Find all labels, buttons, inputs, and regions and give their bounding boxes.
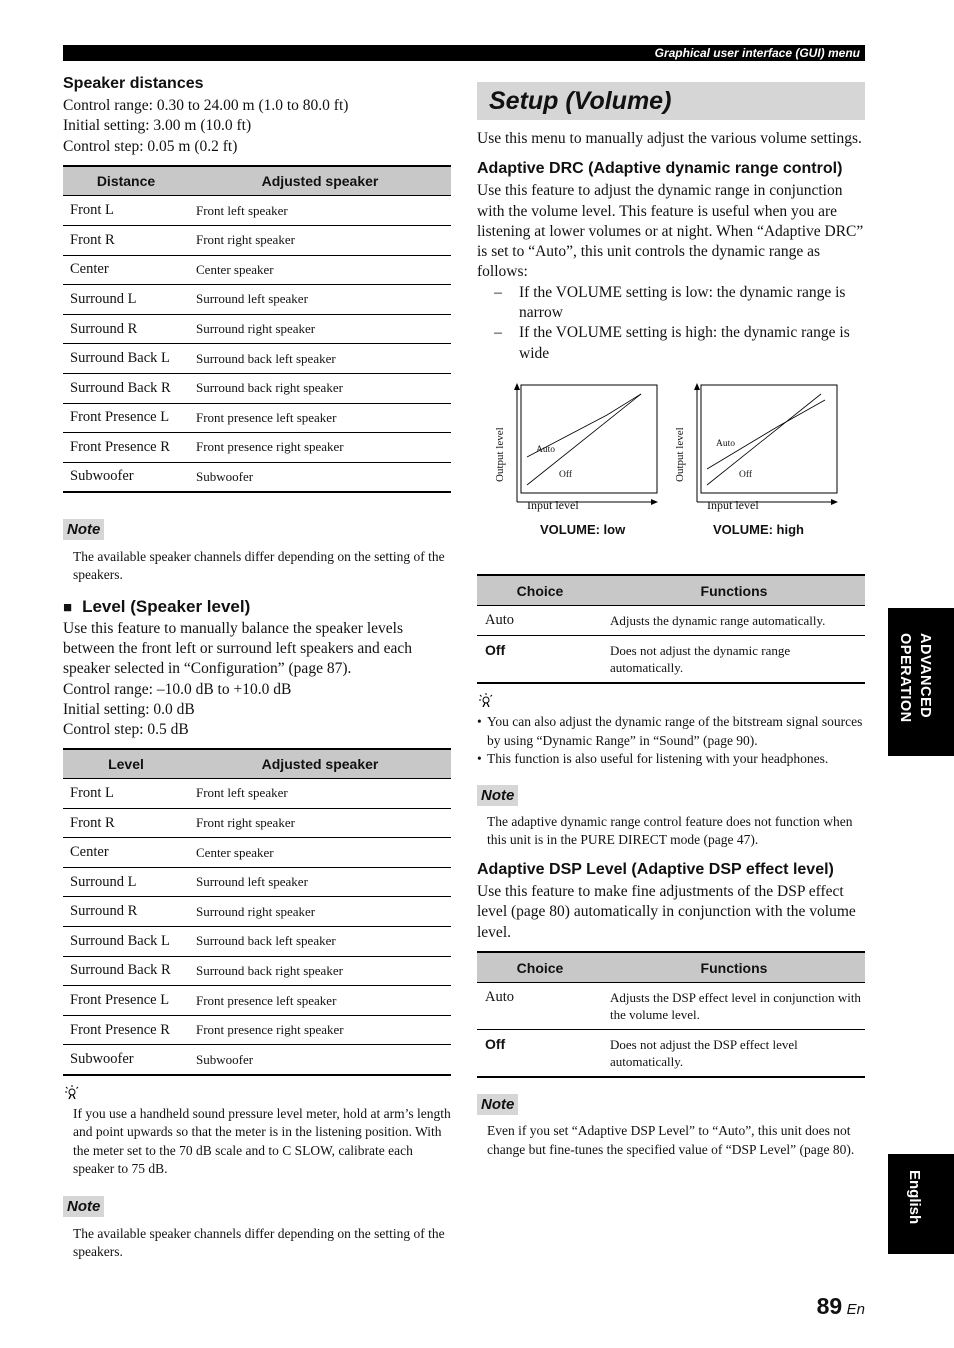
graph-volume-low [494, 382, 667, 537]
y-axis-label: Output level [494, 427, 506, 482]
page-number-value: 89 [816, 1293, 843, 1319]
dsp-choice-table [477, 951, 865, 1079]
side-tab-english [888, 1154, 954, 1254]
dsp-table-header-functions: Functions [603, 952, 865, 983]
table-cell: Adjusts the dynamic range automatically. [603, 606, 865, 636]
level-section [63, 597, 451, 1262]
table-cell: Front presence left speaker [189, 986, 451, 1016]
note-text: The available speaker channels differ depending on the setting of the speakers. [73, 1225, 445, 1260]
graph-volume-high [674, 382, 847, 537]
table-row [63, 1045, 451, 1075]
side-tab-label-line1: ADVANCED [917, 633, 933, 719]
table-cell: Front right speaker [189, 225, 451, 255]
note-label: Note [63, 1196, 104, 1217]
page-number [817, 1293, 865, 1320]
table-row [63, 927, 451, 957]
distance-table [63, 165, 451, 493]
table-cell: Surround Back R [63, 373, 189, 403]
table-cell: Surround R [63, 314, 189, 344]
section-title: Setup (Volume) [477, 82, 865, 120]
x-axis-label: Input level [527, 497, 579, 512]
table-cell: Adjusts the DSP effect level in conjunction with the volume level. [603, 983, 865, 1030]
level-table-header-2: Adjusted speaker [189, 749, 451, 779]
note-text: The adaptive dynamic range control feature does not function when this unit is in the PURE DIRECT mode (page 47). [487, 813, 853, 848]
list-item [477, 323, 865, 364]
level-step: Control step: 0.5 dB [63, 721, 189, 739]
table-cell: Center speaker [189, 838, 451, 868]
table-row [63, 314, 451, 344]
dot-bullet: • [477, 714, 482, 730]
left-column [63, 74, 451, 1262]
table-cell: Surround L [63, 285, 189, 315]
auto-line-label: Auto [716, 438, 735, 449]
dsp-paragraph: Use this feature to make fine adjustments of the DSP effect level (page 80) automatically in conjunction with the volume level. [477, 882, 856, 941]
drc-graphs [477, 382, 865, 562]
table-cell: Front right speaker [189, 808, 451, 838]
table-cell: Subwoofer [189, 1045, 451, 1075]
table-cell: Surround R [63, 897, 189, 927]
list-item [477, 750, 865, 769]
table-cell: Front Presence L [63, 986, 189, 1016]
table-row [63, 403, 451, 433]
level-paragraph: Use this feature to manually balance the speaker levels between the front left or surround left speakers and each speaker selected in “Configuration” (page 87). [63, 619, 413, 678]
drc-table-header-functions: Functions [603, 575, 865, 606]
table-row [477, 983, 865, 1030]
level-note [63, 1196, 451, 1262]
dash-bullet: – [494, 324, 502, 342]
bullet-text: If the VOLUME setting is low: the dynamic range is narrow [519, 283, 846, 322]
table-cell: Front presence right speaker [189, 433, 451, 463]
table-row [63, 196, 451, 226]
lightbulb-tip-icon [477, 692, 495, 708]
table-row [63, 867, 451, 897]
bullet-text: If the VOLUME setting is high: the dynamic range is wide [519, 324, 850, 362]
table-row [477, 636, 865, 684]
table-cell: Surround back right speaker [189, 373, 451, 403]
level-table [63, 748, 451, 1076]
tip-text: This function is also useful for listening with your headphones. [487, 751, 829, 767]
list-item [477, 283, 865, 324]
distances-initial: Initial setting: 3.00 m (10.0 ft) [63, 117, 252, 135]
graph-high-plot [677, 382, 847, 510]
volume-intro: Use this menu to manually adjust the various volume settings. [477, 130, 862, 147]
drc-note [477, 785, 865, 850]
table-cell: Front Presence R [63, 1015, 189, 1045]
table-cell: Auto [477, 606, 603, 636]
distance-table-header-1: Distance [63, 166, 189, 196]
side-tab-label-line2: OPERATION [897, 633, 913, 723]
table-row [63, 433, 451, 463]
table-cell: Does not adjust the DSP effect level automatically. [603, 1030, 865, 1078]
dash-bullet: – [494, 283, 502, 301]
table-cell: Surround left speaker [189, 285, 451, 315]
distances-note [63, 519, 451, 585]
right-column [477, 82, 865, 1159]
level-settings [63, 680, 451, 741]
table-row [63, 779, 451, 809]
note-text: Even if you set “Adaptive DSP Level” to “Auto”, this unit does not change but fine-tunes the specified value of “DSP Level” (page 80). [487, 1123, 855, 1157]
level-heading-text: Level (Speaker level) [82, 596, 251, 616]
header-title: Graphical user interface (GUI) menu [654, 46, 860, 60]
table-row [63, 897, 451, 927]
drc-paragraph: Use this feature to adjust the dynamic range in conjunction with the volume level. This feature is useful when you are listening at lower volumes or at night. When “Adaptive DRC” is set to “Auto”, this unit controls the dynamic range as follows: [477, 182, 864, 281]
square-bullet-icon: ■ [63, 598, 73, 616]
auto-line-label: Auto [536, 444, 555, 455]
table-cell: Front R [63, 225, 189, 255]
table-row [63, 808, 451, 838]
table-cell: Off [477, 636, 603, 684]
table-cell: Subwoofer [63, 1045, 189, 1075]
table-cell: Surround left speaker [189, 867, 451, 897]
level-range: Control range: –10.0 dB to +10.0 dB [63, 680, 292, 698]
list-item [477, 713, 865, 750]
table-row [63, 373, 451, 403]
tip-text: If you use a handheld sound pressure level meter, hold at arm’s length and point upwards so that the meter is in the listening position. With the meter set to the 70 dB scale and to C SLOW, calibrate each speaker to 75 dB. [73, 1105, 451, 1177]
speaker-distances-heading: Speaker distances [63, 75, 204, 92]
side-tab-label-english: English [906, 1170, 923, 1225]
x-axis-label: Input level [707, 497, 759, 512]
table-cell: Center [63, 838, 189, 868]
table-row [63, 462, 451, 492]
table-row [63, 255, 451, 285]
distances-step: Control step: 0.05 m (0.2 ft) [63, 137, 238, 155]
y-axis-label: Output level [674, 427, 686, 482]
dot-bullet: • [477, 751, 482, 767]
note-label: Note [63, 519, 104, 540]
table-row [63, 344, 451, 374]
page-header-bar [63, 45, 865, 61]
note-label: Note [477, 1094, 518, 1115]
dsp-note [477, 1094, 865, 1159]
drc-bullets [477, 283, 865, 364]
table-row [477, 1030, 865, 1078]
table-cell: Front presence left speaker [189, 403, 451, 433]
table-row [477, 606, 865, 636]
table-cell: Surround back left speaker [189, 927, 451, 957]
table-cell: Surround back left speaker [189, 344, 451, 374]
table-cell: Front Presence R [63, 433, 189, 463]
table-cell: Front left speaker [189, 779, 451, 809]
drc-tips [477, 692, 865, 769]
table-cell: Center speaker [189, 255, 451, 285]
table-cell: Center [63, 255, 189, 285]
drc-choice-table [477, 574, 865, 685]
table-cell: Subwoofer [189, 462, 451, 492]
off-line-label: Off [739, 469, 753, 480]
table-cell: Front R [63, 808, 189, 838]
level-heading [63, 597, 451, 618]
table-row [63, 838, 451, 868]
drc-table-header-choice: Choice [477, 575, 603, 606]
distances-settings [63, 96, 451, 157]
graph-caption: VOLUME: high [713, 521, 804, 537]
table-cell: Front Presence L [63, 403, 189, 433]
dsp-heading: Adaptive DSP Level (Adaptive DSP effect level) [477, 860, 834, 878]
distances-range: Control range: 0.30 to 24.00 m (1.0 to 80.0 ft) [63, 97, 349, 114]
table-row [63, 285, 451, 315]
table-row [63, 986, 451, 1016]
level-tip [63, 1084, 451, 1179]
table-cell: Surround L [63, 867, 189, 897]
table-row [63, 956, 451, 986]
off-line-label: Off [559, 469, 573, 480]
table-cell: Subwoofer [63, 462, 189, 492]
table-cell: Auto [477, 983, 603, 1030]
table-cell: Surround right speaker [189, 314, 451, 344]
table-cell: Front L [63, 779, 189, 809]
table-cell: Front presence right speaker [189, 1015, 451, 1045]
note-text: The available speaker channels differ depending on the setting of the speakers. [73, 548, 445, 583]
table-cell: Surround right speaker [189, 897, 451, 927]
table-cell: Surround Back L [63, 927, 189, 957]
table-cell: Surround back right speaker [189, 956, 451, 986]
table-cell: Off [477, 1030, 603, 1078]
distance-table-header-2: Adjusted speaker [189, 166, 451, 196]
table-cell: Surround Back R [63, 956, 189, 986]
lightbulb-tip-icon [63, 1084, 81, 1100]
drc-heading: Adaptive DRC (Adaptive dynamic range control) [477, 160, 843, 178]
graph-low-plot [497, 382, 667, 510]
table-row [63, 1015, 451, 1045]
table-cell: Front left speaker [189, 196, 451, 226]
table-cell: Front L [63, 196, 189, 226]
table-cell: Does not adjust the dynamic range automatically. [603, 636, 865, 684]
dsp-table-header-choice: Choice [477, 952, 603, 983]
level-initial: Initial setting: 0.0 dB [63, 701, 195, 719]
note-label: Note [477, 785, 518, 806]
table-cell: Surround Back L [63, 344, 189, 374]
tip-text: You can also adjust the dynamic range of the bitstream signal sources by using “Dynamic Range” in “Sound” (page 90). [487, 714, 863, 748]
table-row [63, 225, 451, 255]
level-table-header-1: Level [63, 749, 189, 779]
side-tab-advanced-operation [888, 608, 954, 756]
graph-caption: VOLUME: low [540, 521, 626, 537]
page-number-suffix: En [846, 1301, 865, 1318]
